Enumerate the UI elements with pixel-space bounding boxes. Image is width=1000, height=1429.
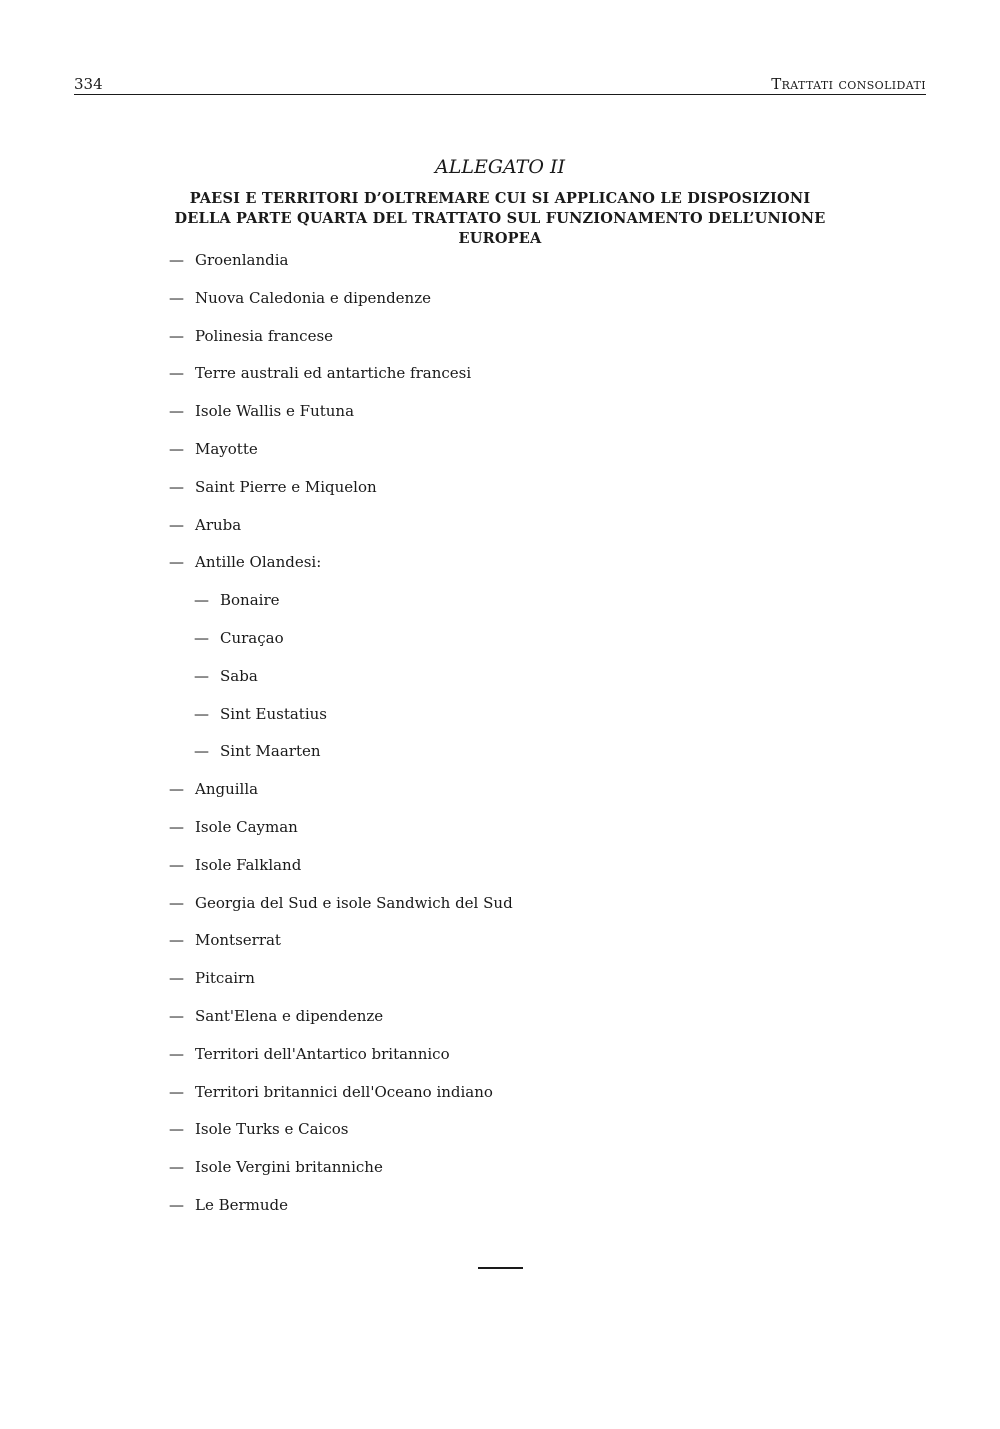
territory-label: Sant'Elena e dipendenze [195,1006,384,1025]
territory-label: Montserrat [195,931,281,950]
list-item [169,1005,513,1043]
dash-bullet: — [169,1195,184,1214]
dash-bullet: — [169,477,184,496]
territory-label: Pitcairn [195,969,255,988]
dash-bullet: — [169,1044,184,1063]
sub-list-item [169,627,513,665]
dash-bullet: — [169,1158,184,1177]
dash-bullet: — [194,704,209,723]
annex-heading: PAESI E TERRITORI D’OLTREMARE CUI SI APPLICANO LE DISPOSIZIONI DELLA PARTE QUARTA DEL TRATTATO SUL FUNZIONAMENTO DELL’UNIONE EUROPEA [174,190,826,247]
territory-label: Territori britannici dell'Oceano indiano [195,1082,493,1101]
territory-label: Curaçao [220,628,284,647]
list-item [169,438,513,476]
running-title: Trattati consolidati [771,75,926,93]
dash-bullet: — [169,553,184,572]
territory-label: Bonaire [220,591,280,610]
dash-bullet: — [169,515,184,534]
territory-label: Isole Falkland [195,855,302,874]
dash-bullet: — [169,969,184,988]
territory-label: Nuova Caledonia e dipendenze [195,288,432,307]
sub-list-item [169,740,513,778]
annex-title: ALLEGATO II [435,156,565,178]
list-item [169,476,513,514]
list-item [169,1118,513,1156]
sub-list-item [169,589,513,627]
page-header [74,74,926,95]
territory-label: Territori dell'Antartico britannico [195,1044,450,1063]
territory-label: Saba [220,666,258,685]
list-item [169,854,513,892]
territory-label: Georgia del Sud e isole Sandwich del Sud [195,893,513,912]
list-item [169,514,513,552]
territory-label: Isole Vergini britanniche [195,1158,383,1177]
page-number: 334 [74,75,103,93]
dash-bullet: — [169,288,184,307]
dash-bullet: — [169,1006,184,1025]
dash-bullet: — [169,893,184,912]
list-item [169,929,513,967]
list-item [169,816,513,854]
list-item [169,287,513,325]
territory-label: Isole Wallis e Futuna [195,402,355,421]
territory-label: Isole Cayman [195,817,298,836]
list-item [169,1194,513,1232]
dash-bullet: — [169,931,184,950]
list-item [169,1043,513,1081]
dash-bullet: — [169,364,184,383]
territory-label: Groenlandia [195,251,289,269]
territory-label: Terre australi ed antartiche francesi [195,364,472,383]
dash-bullet: — [169,326,184,345]
territory-label: Isole Turks e Caicos [195,1120,349,1139]
list-item [169,778,513,816]
list-item [169,1156,513,1194]
dash-bullet: — [194,628,209,647]
territory-label: Antille Olandesi: [195,553,322,572]
list-item [169,892,513,930]
territory-list [169,249,513,1232]
dash-bullet: — [194,742,209,761]
territory-label: Mayotte [195,439,258,458]
list-item [169,967,513,1005]
dash-bullet: — [169,780,184,799]
dash-bullet: — [169,251,184,269]
sub-list-item [169,703,513,741]
territory-label: Sint Eustatius [220,704,327,723]
list-item [169,325,513,363]
end-rule [478,1267,523,1269]
territory-label: Sint Maarten [220,742,321,761]
territory-label: Le Bermude [195,1195,289,1214]
list-item [169,249,513,287]
dash-bullet: — [169,1120,184,1139]
dash-bullet: — [169,817,184,836]
dash-bullet: — [194,666,209,685]
territory-label: Saint Pierre e Miquelon [195,477,377,496]
dash-bullet: — [169,439,184,458]
territory-label: Polinesia francese [195,326,334,345]
list-item [169,551,513,589]
list-item [169,400,513,438]
dash-bullet: — [169,855,184,874]
territory-label: Aruba [195,515,242,534]
territory-label: Anguilla [195,780,259,799]
dash-bullet: — [169,402,184,421]
list-item [169,1081,513,1119]
dash-bullet: — [194,591,209,610]
dash-bullet: — [169,1082,184,1101]
list-item [169,362,513,400]
sub-list-item [169,665,513,703]
